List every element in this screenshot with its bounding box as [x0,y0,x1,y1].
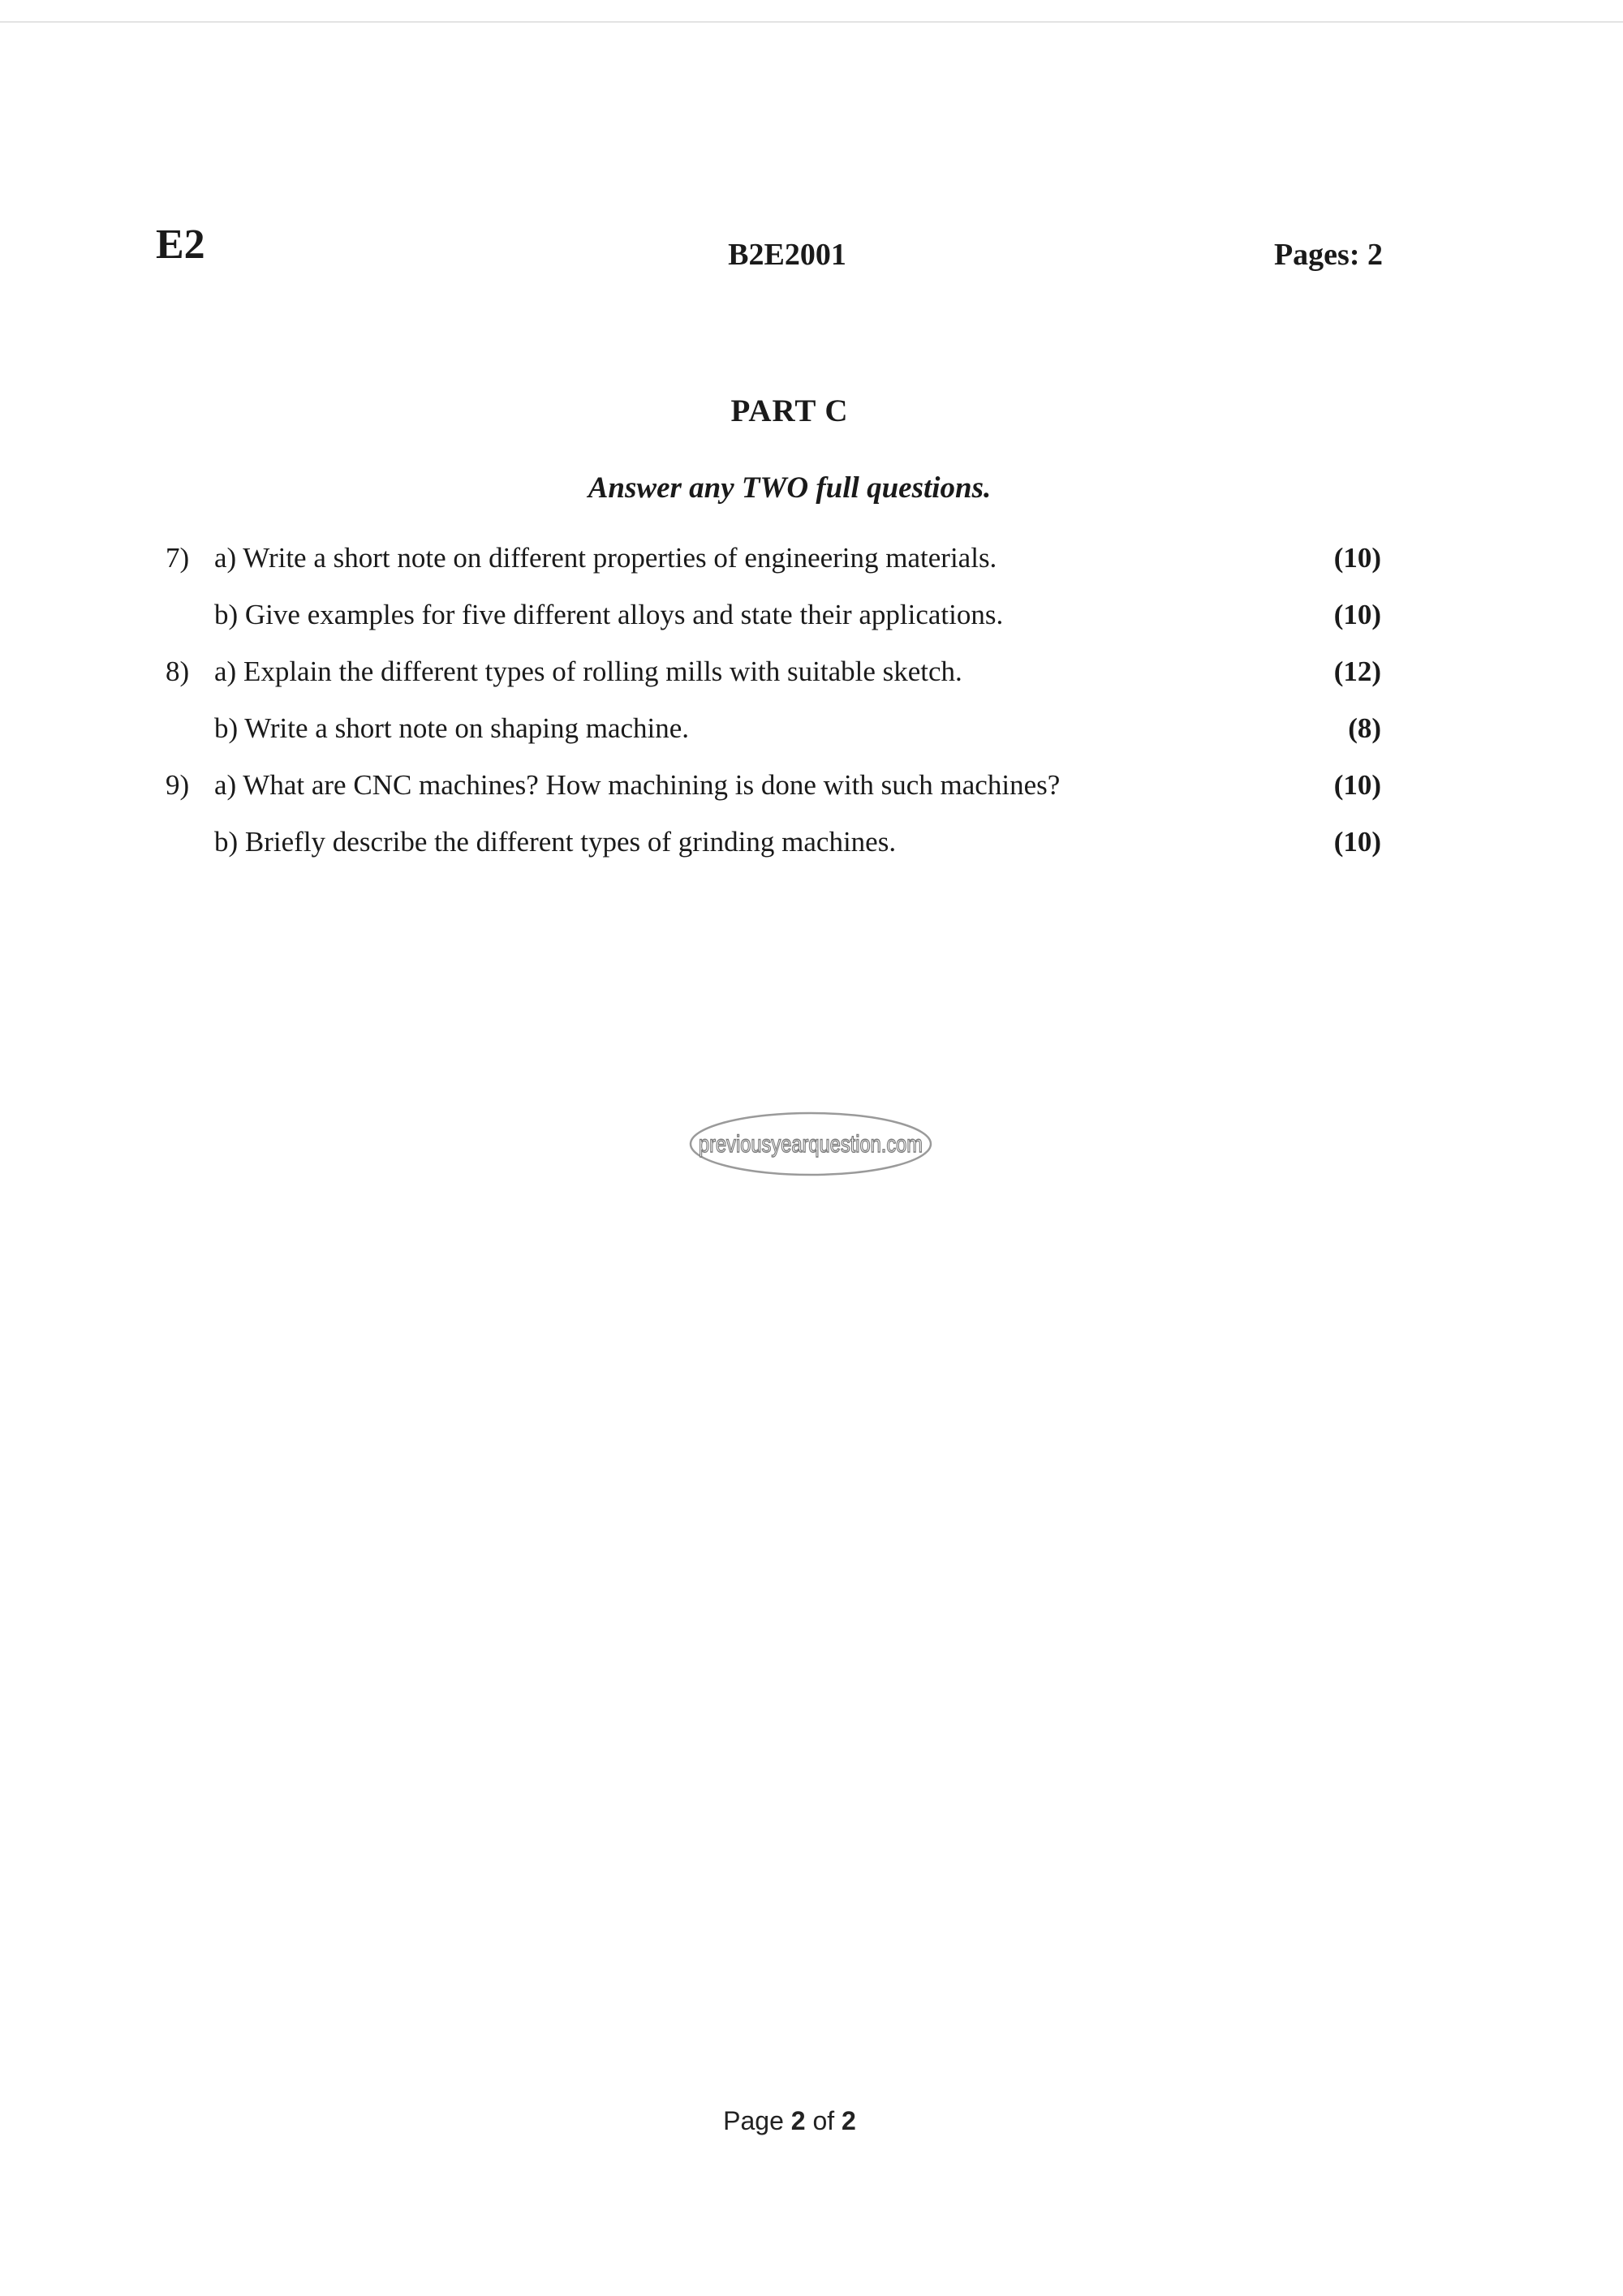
question-text: a) What are CNC machines? How machining is done with such machines? [214,769,1061,801]
footer-middle: of [805,2106,842,2135]
watermark-logo [688,1108,933,1180]
question-text: a) Explain the different types of rolling mills with suitable sketch. [214,656,962,687]
question-number: 8) [166,656,190,687]
paper-code: B2E2001 [728,238,846,272]
question-row [0,826,1623,883]
page-footer [0,2106,1579,2136]
question-text: b) Write a short note on shaping machine. [214,712,690,744]
question-text: b) Give examples for five different alloys and state their applications. [214,599,1004,630]
question-marks: (8) [1348,712,1381,744]
question-row [0,769,1623,826]
question-marks: (10) [1333,769,1381,801]
question-text: a) Write a short note on different properties of engineering materials. [214,542,997,574]
question-marks: (10) [1333,542,1381,574]
footer-total-pages: 2 [842,2106,856,2135]
question-row [0,712,1623,769]
question-row [0,542,1623,599]
page-count: Pages: 2 [1273,238,1383,272]
question-text: b) Briefly describe the different types of grinding machines. [214,826,897,858]
question-row [0,599,1623,656]
exam-code: E2 [156,221,205,268]
watermark-text: previousyearquestion.com [699,1131,923,1158]
question-number: 9) [166,769,190,801]
question-list [0,542,1623,883]
question-marks: (10) [1333,599,1381,630]
instruction-text: Answer any TWO full questions. [588,471,992,505]
top-divider [0,21,1623,23]
footer-current-page: 2 [790,2106,806,2135]
question-number: 7) [166,542,190,574]
footer-prefix: Page [723,2106,791,2135]
question-marks: (10) [1333,826,1381,858]
part-title: PART C [730,393,849,428]
question-marks: (12) [1333,656,1381,687]
question-row [0,656,1623,712]
